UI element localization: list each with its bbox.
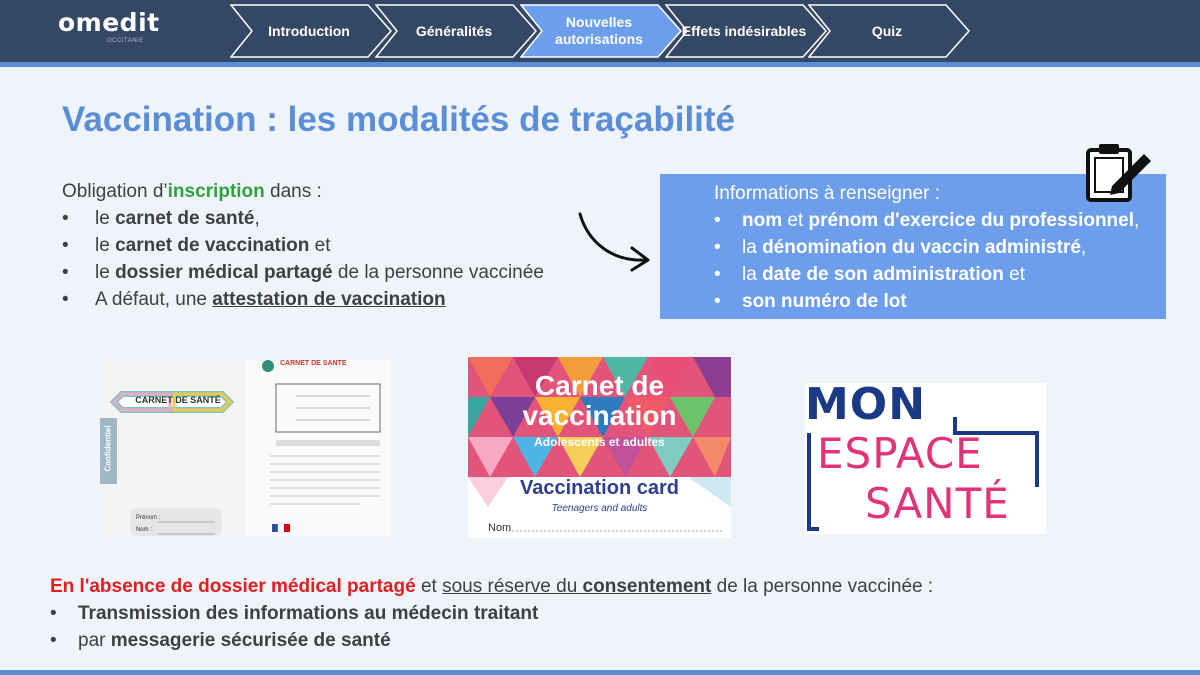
bullet-icon: • <box>50 630 57 651</box>
item-text: et <box>1003 264 1025 285</box>
carnet-sante-side-text: Confidentiel <box>103 425 113 472</box>
absence-dmp-section <box>50 573 933 654</box>
mon-espace-line1: MON <box>805 379 927 430</box>
carnet-sante-prenom-label: Prénom : <box>136 515 161 521</box>
nav-tab-label: Effets indésirables <box>681 22 807 39</box>
item-keyword: carnet de vaccination <box>115 235 310 256</box>
condition-text-underlined: sous réserve du <box>442 576 583 597</box>
mon-espace-sante-logo <box>805 379 1046 534</box>
bullet-icon: • <box>714 237 721 258</box>
carnet-vacc-english-subtitle: Teenagers and adults <box>551 503 648 514</box>
nav-tab-quiz[interactable] <box>808 4 970 58</box>
condition-text: et <box>415 576 443 597</box>
bullet-icon: • <box>62 235 69 256</box>
mon-espace-line3: SANTÉ <box>865 479 1010 528</box>
item-text: de la personne vaccinée <box>332 262 544 283</box>
list-item <box>62 205 544 232</box>
list-item <box>714 288 1166 315</box>
inscription-keyword: inscription <box>167 181 265 202</box>
bullet-icon: • <box>62 262 69 283</box>
carnet-sante-nom-label: Nom : <box>136 527 153 533</box>
carnet-sante-banner-text: CARNET DE SANTÉ <box>135 395 221 405</box>
nav-tab-label: Introduction <box>268 22 350 39</box>
logo-subtitle: OCCITANIE <box>107 38 144 44</box>
item-text: le <box>95 208 116 229</box>
bullet-icon: • <box>62 208 69 229</box>
item-keyword: dénomination du vaccin administré <box>762 237 1081 258</box>
top-bar-accent-line <box>0 62 1200 67</box>
intro-line <box>62 178 544 205</box>
nav-tab-label: Nouvelles autorisations <box>555 14 643 47</box>
list-item <box>62 232 544 259</box>
item-keyword: son numéro de lot <box>742 291 907 312</box>
nav-tab-label: Généralités <box>415 22 493 39</box>
item-text: la <box>742 237 763 258</box>
intro-text-end: dans : <box>264 181 322 202</box>
item-text: le <box>95 262 116 283</box>
item-keyword: date de son administration <box>762 264 1004 285</box>
attestation-link[interactable]: attestation de vaccination <box>212 289 446 310</box>
carnet-vacc-title-line2: vaccination <box>522 400 677 431</box>
carnet-sante-header-text: CARNET DE SANTÉ <box>280 360 347 367</box>
item-text: , <box>1080 237 1087 258</box>
list-item <box>62 286 544 313</box>
bullet-icon: • <box>714 210 721 231</box>
clipboard-edit-icon <box>1084 142 1154 204</box>
info-heading: Informations à renseigner : <box>714 183 941 204</box>
carnet-de-sante-image <box>100 360 391 536</box>
item-keyword: dossier médical partagé <box>115 262 333 283</box>
nav-tab-introduction[interactable] <box>230 4 392 58</box>
registration-obligation-list <box>62 178 544 313</box>
item-keyword: prénom d'exercice du professionnel <box>808 210 1135 231</box>
item-text: le <box>95 235 116 256</box>
list-item <box>50 627 933 654</box>
list-item <box>714 261 1166 288</box>
item-text: , <box>254 208 260 229</box>
carnet-vacc-english-title: Vaccination card <box>520 477 679 499</box>
nav-tab-label: Quiz <box>871 22 903 39</box>
item-keyword: Transmission des informations au médecin traitant <box>78 603 539 624</box>
omedit-logo: omedit <box>58 8 160 37</box>
consentement-keyword: consentement <box>582 576 712 597</box>
condition-line <box>50 573 933 600</box>
carnet-vacc-nom-label: Nom <box>488 522 512 534</box>
bullet-icon: • <box>714 291 721 312</box>
list-item <box>714 207 1166 234</box>
item-text: , <box>1134 210 1140 231</box>
bullet-icon: • <box>62 289 69 310</box>
carnet-de-vaccination-image <box>468 357 731 538</box>
slide-title: Vaccination : les modalités de traçabilité <box>62 100 736 139</box>
bullet-icon: • <box>50 603 57 624</box>
carnet-vacc-title-line1: Carnet de <box>534 370 665 401</box>
item-keyword: nom <box>742 210 783 231</box>
curved-arrow-icon <box>576 208 656 272</box>
condition-text-end: de la personne vaccinée : <box>711 576 934 597</box>
item-text: A défaut, une <box>95 289 213 310</box>
item-keyword: messagerie sécurisée de santé <box>110 630 391 651</box>
carnet-vacc-title <box>468 371 731 431</box>
item-text: par <box>78 630 111 651</box>
nav-tab-generalites[interactable] <box>375 4 537 58</box>
list-item <box>714 234 1166 261</box>
item-text: et <box>782 210 809 231</box>
nav-tab-nouvelles-autorisations[interactable] <box>520 4 682 58</box>
item-keyword: carnet de santé <box>115 208 255 229</box>
mon-espace-line2: ESPACE <box>817 429 983 478</box>
intro-text: Obligation d’ <box>62 181 168 202</box>
item-text: et <box>309 235 331 256</box>
list-item <box>62 259 544 286</box>
bullet-icon: • <box>714 264 721 285</box>
carnet-vacc-subtitle: Adolescents et adultes <box>534 435 665 449</box>
item-text: la <box>742 264 763 285</box>
list-item <box>50 600 933 627</box>
absence-dmp-keyword: En l'absence de dossier médical partagé <box>50 576 416 597</box>
bottom-accent-line <box>0 670 1200 675</box>
nav-tab-effets-indesirables[interactable] <box>665 4 827 58</box>
